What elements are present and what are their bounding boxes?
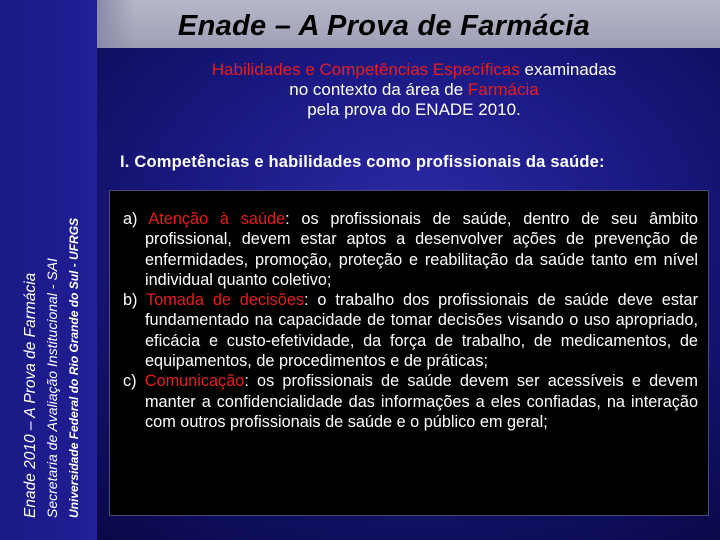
item-label: Comunicação — [144, 372, 245, 391]
item-prefix: c) — [123, 372, 145, 391]
item-label: Tomada de decisões — [146, 291, 305, 310]
item-text: : os profissionais de saúde devem ser acessíveis e devem manter a confidencialidade das informações a eles confiadas, na interação com outros profissionais de saúde e o público em geral; — [145, 372, 698, 431]
item-label: Atenção à saúde — [148, 210, 286, 228]
item-prefix: a) — [123, 210, 149, 228]
sidebar-line-secretaria: Secretaria de Avaliação Institucional - SAI — [44, 258, 60, 518]
sidebar-vertical-text — [20, 160, 90, 518]
section-heading: I. Competências e habilidades como profissionais da saúde: — [120, 153, 605, 171]
slide-title: Enade – A Prova de Farmácia — [177, 10, 591, 42]
intro-highlight-area: Farmácia — [467, 80, 539, 99]
intro-text — [108, 60, 720, 120]
intro-highlight-skills: Habilidades e Competências Específicas — [211, 60, 520, 79]
intro-line-1 — [108, 60, 720, 80]
sidebar-line-exam: Enade 2010 – A Prova de Farmácia — [22, 272, 39, 518]
list-item-b — [123, 290, 698, 371]
item-text: : o trabalho dos profissionais de saúde deve estar fundamentado na capacidade de tomar decisões visando o uso apropriado, eficácia e custo-efetividade, da força de trabalho, de medicamentos, de equipamentos, de procedimentos e de práticas; — [145, 291, 698, 371]
list-item-c — [123, 371, 698, 432]
intro-line-2-start: no contexto da área de — [289, 80, 468, 99]
item-prefix: b) — [123, 291, 147, 310]
item-text: : os profissionais de saúde, dentro de seu âmbito profissional, devem estar aptos a desenvolver ações de prevenção de enfermidades, promoção, proteção e reabilitação da saúde tanto em nível individual quanto coletivo; — [145, 210, 698, 289]
sidebar-line-university: Universidade Federal do Rio Grande do Sul - UFRGS — [67, 217, 81, 518]
intro-line-1-rest: examinadas — [519, 60, 617, 79]
intro-line-2 — [108, 80, 720, 100]
intro-line-3: pela prova do ENADE 2010. — [307, 100, 521, 119]
content-box — [109, 190, 709, 516]
list-item-a — [123, 209, 698, 290]
